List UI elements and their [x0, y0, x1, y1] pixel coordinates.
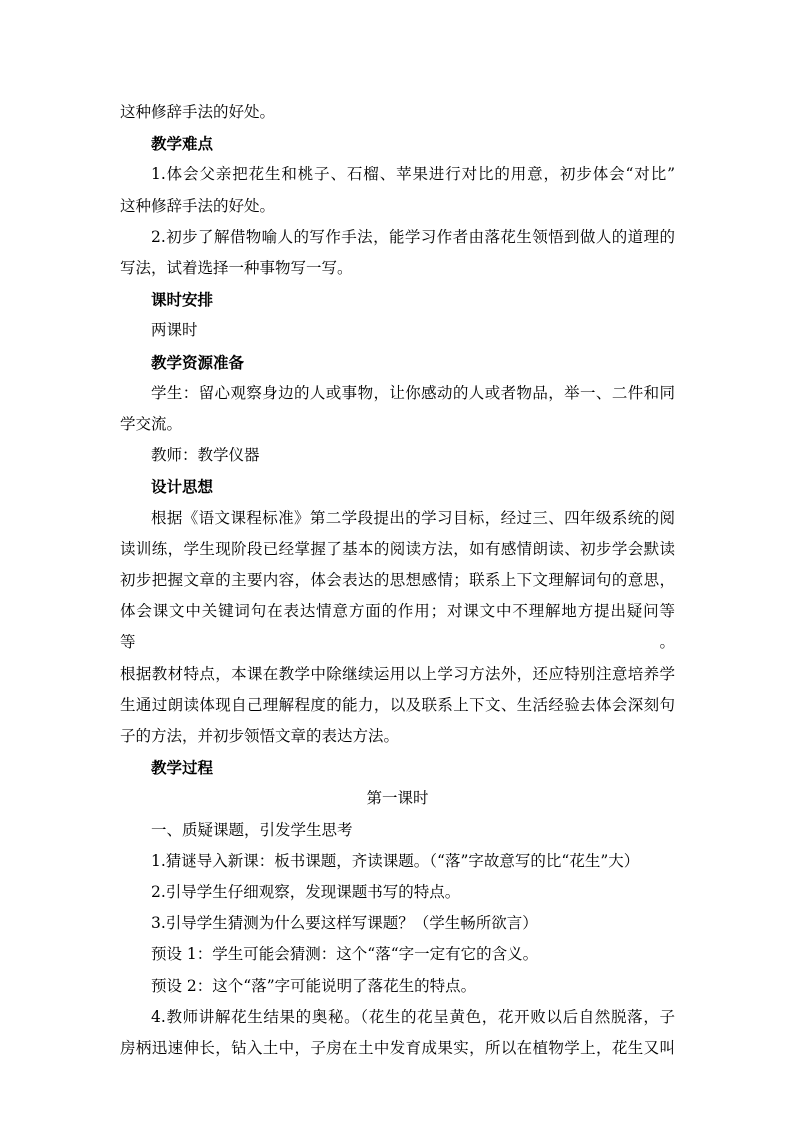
body-text: 预设 2：这个“落”字可能说明了落花生的特点。: [151, 976, 477, 995]
body-text: 学生：留心观察身边的人或事物，让你感动的人或者物品，举一、二件和同: [151, 383, 675, 402]
document-body: [120, 97, 675, 1064]
body-text: 写法，试着选择一种事物写一写。: [120, 259, 353, 278]
body-text: 2.初步了解借物喻人的写作手法，能学习作者由落花生领悟到做人的道理的: [151, 227, 675, 246]
body-text: 1.猜谜导入新课：板书课题，齐读课题。（“落”字故意写的比“花生”大）: [151, 851, 640, 870]
body-text: 4.教师讲解花生结果的奥秘。（花生的花呈黄色，花开败以后自然脱落，子: [151, 1007, 675, 1026]
body-text: 这种修辞手法的好处。: [120, 103, 276, 121]
section-heading-teaching-process: 教学过程: [151, 758, 214, 778]
section-heading-resources: 教学资源准备: [151, 352, 245, 372]
body-text: 预设 1：学生可能会猜测：这个“落“字一定有它的含义。: [151, 945, 539, 964]
body-text: 学交流。: [120, 415, 183, 434]
body-text: 两课时: [151, 321, 198, 340]
body-text: 体会课文中关键词句在表达情意方面的作用；对课文中不理解地方提出疑问等等。: [120, 602, 675, 652]
body-text: 子的方法，并初步领悟文章的表达方法。: [120, 727, 400, 746]
body-text: 1.体会父亲把花生和桃子、石榴、苹果进行对比的用意，初步体会“对比”: [151, 165, 675, 184]
body-text: 根据《语文课程标准》第二学段提出的学习目标，经过三、四年级系统的阅: [151, 508, 675, 527]
body-text: 一、质疑课题，引发学生思考: [151, 820, 353, 839]
body-text: 初步把握文章的主要内容，体会表达的思想感情；联系上下文理解词句的意思，: [120, 571, 675, 590]
body-text: 教师：教学仪器: [151, 446, 260, 465]
section-heading-design-idea: 设计思想: [151, 477, 214, 497]
body-text: 这种修辞手法的好处。: [120, 196, 276, 215]
lesson-title: 第一课时: [366, 789, 429, 808]
body-text: 根据教材特点，本课在教学中除继续运用以上学习方法外，还应特别注意培养学: [120, 664, 675, 683]
body-text: 读训练，学生现阶段已经掌握了基本的阅读方法，如有感情朗读、初步学会默读: [120, 539, 675, 558]
body-text: 3.引导学生猜测为什么要这样写课题？（学生畅所欲言）: [151, 914, 538, 933]
section-heading-teaching-difficulties: 教学难点: [151, 134, 214, 154]
body-text: 房柄迅速伸长，钻入土中，子房在土中发育成果实，所以在植物学上，花生又叫: [120, 1039, 675, 1058]
body-text: 生通过朗读体现自己理解程度的能力，以及联系上下文、生活经验去体会深刻句: [120, 695, 675, 714]
section-heading-class-schedule: 课时安排: [151, 290, 214, 310]
body-text: 2.引导学生仔细观察，发现课题书写的特点。: [151, 883, 461, 902]
